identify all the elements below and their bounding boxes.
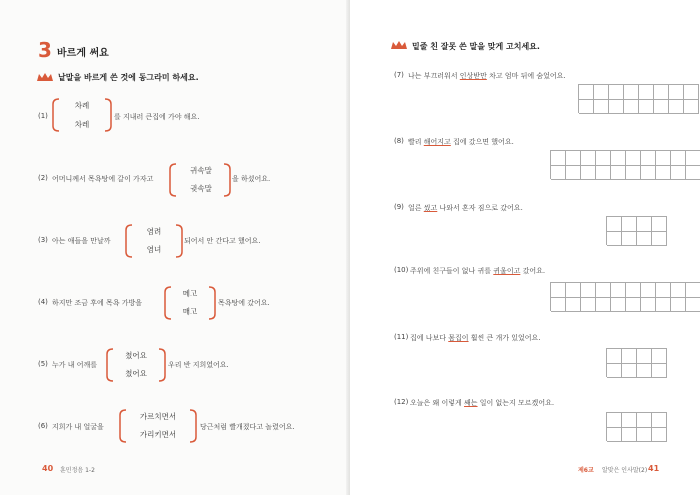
option-1[interactable]: 가르치면서 <box>139 412 177 421</box>
section-number: 3 <box>38 38 52 62</box>
question-number: (1) <box>38 112 48 120</box>
answer-grid[interactable] <box>550 282 700 311</box>
question-text-after: 목욕탕에 갔어요. <box>218 299 270 307</box>
question-text-before: 아는 애들을 만날까 <box>52 237 111 245</box>
question-number: (9) <box>394 203 404 211</box>
option-1[interactable]: 쳤어요 <box>125 351 147 360</box>
question-number: (2) <box>38 174 48 182</box>
question-text-after: 되어서 안 간다고 했어요. <box>184 237 261 245</box>
option-2[interactable]: 염녀 <box>146 245 162 254</box>
question-text-after: 을 하셨어요. <box>232 175 271 183</box>
option-2[interactable]: 매고 <box>182 307 198 316</box>
question-text-before: 어머니께서 목욕탕에 갈이 가자고 <box>52 175 154 183</box>
question-text-before: 하지만 조금 후에 목욕 가방을 <box>52 299 143 307</box>
question-sentence: 주위에 친구들이 없나 귀를 귀울이고 갔어요. <box>410 267 546 275</box>
right-bracket-icon <box>222 163 232 197</box>
question-text-after: 우리 반 지희였어요. <box>168 361 229 369</box>
question-text-after: 당근처럼 빨개졌다고 놀렸어요. <box>200 423 295 431</box>
option-1[interactable]: 귀속말 <box>190 166 212 175</box>
question-sentence: 오늘은 왜 이렇게 쌔는 일이 없는지 모르겠어요. <box>410 399 555 407</box>
question-text-before: 누가 내 어깨를 <box>52 361 98 369</box>
underlined-word: 귀울이고 <box>493 267 521 275</box>
question-text-before: 지희가 내 얼굴을 <box>52 423 104 431</box>
question-number: (4) <box>38 298 48 306</box>
footer-unit: 제6교 <box>578 467 594 474</box>
option-2[interactable]: 귓속말 <box>190 184 212 193</box>
footer-text: 알맞은 인사말(2) <box>602 467 648 474</box>
answer-grid[interactable] <box>606 412 667 441</box>
right-bracket-icon <box>103 98 113 132</box>
question-sentence: 나는 부끄러워서 인상받만 차고 엄마 뒤에 숨었어요. <box>408 72 566 80</box>
instruction-text: 밑줄 친 잘못 쓴 말을 맞게 고치세요. <box>412 42 540 51</box>
right-bracket-icon <box>157 348 167 382</box>
page-number: 41 <box>648 464 660 473</box>
question-sentence: 집에 나보다 몸집이 훨씬 큰 개가 있었어요. <box>410 334 541 342</box>
option-2[interactable]: 차레 <box>74 120 90 129</box>
underlined-word: 쌔는 <box>464 399 478 407</box>
right-bracket-icon <box>207 286 217 320</box>
answer-grid[interactable] <box>578 84 699 113</box>
question-text-after: 를 지내러 큰집에 가야 해요. <box>114 113 200 121</box>
question-sentence: 빨리 해어지고 집에 갔으면 했어요. <box>408 138 514 146</box>
question-number: (10) <box>394 266 409 274</box>
question-number: (7) <box>394 71 404 79</box>
left-bracket-icon <box>168 163 178 197</box>
left-bracket-icon <box>51 98 61 132</box>
option-2[interactable]: 가리키면서 <box>139 430 177 439</box>
footer-text: 훈민정음 1-2 <box>60 467 95 474</box>
option-1[interactable]: 메고 <box>182 289 198 298</box>
answer-grid[interactable] <box>606 348 667 377</box>
question-number: (12) <box>394 398 409 406</box>
underlined-word: 해어지고 <box>423 138 451 146</box>
instruction-badge-icon <box>36 72 54 82</box>
question-number: (8) <box>394 137 404 145</box>
instruction-text: 낱말을 바르게 쓴 것에 동그라미 하세요. <box>58 73 199 82</box>
question-number: (5) <box>38 360 48 368</box>
right-bracket-icon <box>188 409 198 443</box>
question-sentence: 얼른 씼고 나와서 혼자 짐으로 갔어요. <box>408 204 523 212</box>
question-number: (3) <box>38 236 48 244</box>
underlined-word: 몸집이 <box>448 334 469 342</box>
left-bracket-icon <box>124 224 134 258</box>
answer-grid[interactable] <box>550 150 700 179</box>
underlined-word: 씼고 <box>423 204 438 212</box>
option-1[interactable]: 염려 <box>146 227 162 236</box>
option-2[interactable]: 쳤어요 <box>125 369 147 378</box>
option-1[interactable]: 차례 <box>74 101 90 110</box>
right-bracket-icon <box>174 224 184 258</box>
underlined-word: 인상받만 <box>459 72 487 80</box>
page-number: 40 <box>42 464 54 473</box>
section-title: 바르게 써요 <box>57 48 109 59</box>
question-number: (11) <box>394 333 409 341</box>
instruction-badge-icon <box>390 40 408 50</box>
question-number: (6) <box>38 422 48 430</box>
answer-grid[interactable] <box>606 216 667 245</box>
right-page <box>350 0 700 495</box>
